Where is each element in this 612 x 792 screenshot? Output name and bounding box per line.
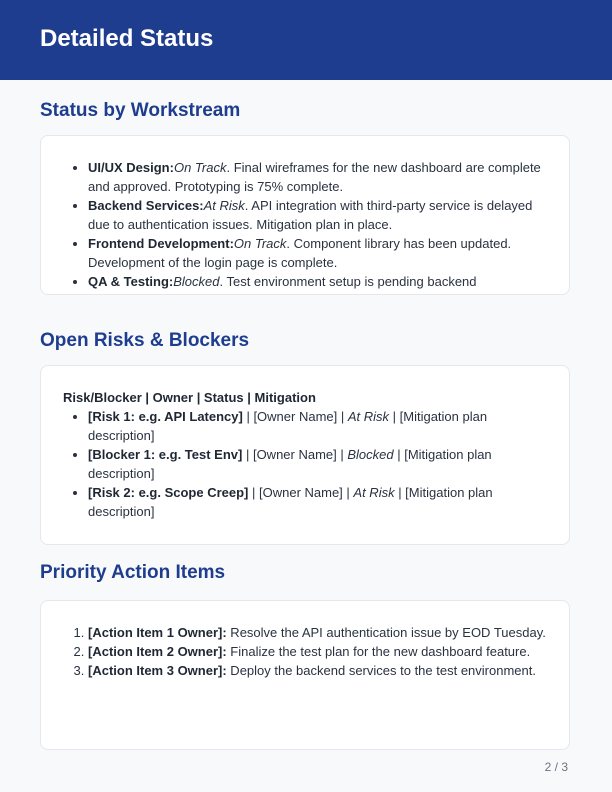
risk-owner: | [Owner Name] |: [242, 409, 348, 424]
actions-list: [63, 623, 547, 680]
workstream-section-title: Status by Workstream: [40, 100, 241, 121]
workstream-text: . Final wireframes for the new dashboard are complete and approved. Prototyping is 75% complete.: [88, 160, 541, 194]
risks-section-title: Open Risks & Blockers: [40, 330, 250, 351]
risk-item: [88, 445, 547, 483]
workstream-card[interactable]: [40, 135, 570, 295]
action-text: Resolve the API authentication issue by EOD Tuesday.: [226, 625, 546, 640]
workstream-status: At Risk: [203, 198, 245, 213]
risk-name: [Risk 2: e.g. Scope Creep]: [88, 485, 249, 500]
actions-section-title: Priority Action Items: [40, 562, 226, 583]
workstream-status: On Track: [173, 160, 227, 175]
risk-status: Blocked: [347, 447, 394, 462]
risk-name: [Blocker 1: e.g. Test Env]: [88, 447, 243, 462]
workstream-label: QA & Testing:: [88, 274, 174, 289]
action-owner: [Action Item 2 Owner]:: [88, 644, 227, 659]
risk-status: At Risk: [353, 485, 395, 500]
risk-owner: | [Owner Name] |: [242, 447, 348, 462]
action-owner: [Action Item 1 Owner]:: [88, 625, 227, 640]
risk-item: [88, 407, 547, 445]
page-title: Detailed Status: [40, 25, 214, 52]
action-owner: [Action Item 3 Owner]:: [88, 663, 227, 678]
workstream-text: . Component library has been updated. Development of the login page is complete.: [88, 236, 512, 270]
risk-status: At Risk: [347, 409, 390, 424]
action-text: Finalize the test plan for the new dashboard feature.: [226, 644, 531, 659]
workstream-list: [63, 158, 547, 291]
workstream-label: UI/UX Design:: [88, 160, 174, 175]
risk-name: [Risk 1: e.g. API Latency]: [88, 409, 243, 424]
actions-card: [40, 600, 570, 750]
risk-mitigation: | [Mitigation plan description]: [88, 409, 488, 443]
workstream-item: [88, 196, 547, 234]
risk-mitigation: | [Mitigation plan description]: [88, 485, 493, 519]
workstream-status: On Track: [233, 236, 287, 251]
action-text: Deploy the backend services to the test environment.: [226, 663, 536, 678]
risk-item: [88, 483, 547, 521]
workstream-status: Blocked: [173, 274, 220, 289]
workstream-text: . API integration with third-party service is delayed due to authentication issues. Mitigation plan in place.: [88, 198, 533, 232]
workstream-text: . Test environment setup is pending backend: [219, 274, 477, 289]
workstream-item: [88, 234, 547, 272]
action-item: [88, 661, 547, 680]
workstream-item: [88, 158, 547, 196]
page-header: [0, 0, 612, 80]
risk-owner: | [Owner Name] |: [248, 485, 354, 500]
workstream-item: [88, 272, 547, 291]
risks-card: [40, 365, 570, 545]
action-item: [88, 623, 547, 642]
action-item: [88, 642, 547, 661]
risks-table-header: Risk/Blocker | Owner | Status | Mitigation: [63, 390, 316, 405]
workstream-label: Backend Services:: [88, 198, 204, 213]
workstream-label: Frontend Development:: [88, 236, 234, 251]
risk-mitigation: | [Mitigation plan description]: [88, 447, 492, 481]
page-number: 2 / 3: [544, 760, 568, 774]
risks-list: [63, 407, 547, 521]
